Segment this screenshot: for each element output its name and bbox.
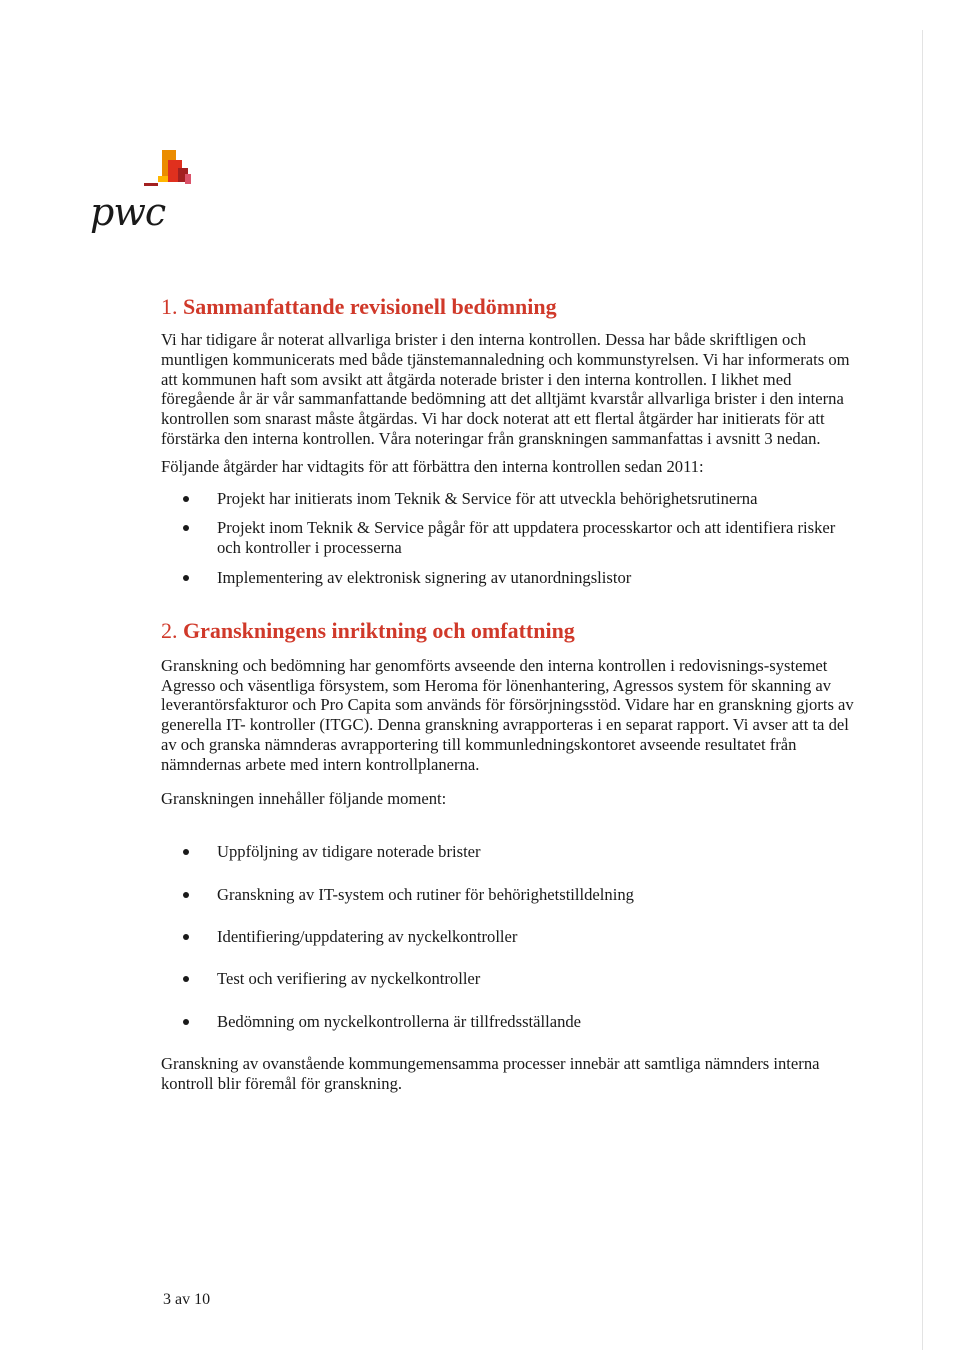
list-item: Projekt har initierats inom Teknik & Service för att utveckla behörighetsrutinerna — [161, 489, 861, 509]
scan-edge-line — [922, 30, 923, 1350]
pwc-logo-text: pwc — [90, 190, 166, 234]
list-item: Projekt inom Teknik & Service pågår för att uppdatera processkartor och att identifiera risker och kontroller i processerna — [161, 518, 861, 558]
list-item: Identifiering/uppdatering av nyckelkontroller — [161, 927, 861, 947]
section2-number: 2. — [161, 617, 178, 643]
list-item: Uppföljning av tidigare noterade brister — [161, 842, 861, 862]
section1-lead: Följande åtgärder har vidtagits för att förbättra den interna kontrollen sedan 2011: — [161, 456, 704, 476]
section2-bullet-list — [161, 842, 861, 1031]
section1-intro: Vi har tidigare år noterat allvarliga brister i den interna kontrollen. Dessa har både skriftligen och muntligen kommunicerats med både tjänstemannaledning och kommunstyrelsen. Vi har informerats om att kommunen haft som avsikt att åtgärda noterade brister i den interna kontrollen. I likhet med föregående år är vår sammanfattande bedömning att det alltjämt kvarstår allvarliga brister i den interna kontrollen som snarast måste åtgärdas. Vi har dock noterat att ett flertal åtgärder har initierats för att förstärka den interna kontrollen. Våra noteringar från granskningen sammanfattas i avsnitt 3 nedan. — [161, 330, 850, 448]
section1-number: 1. — [161, 294, 178, 319]
section1-bullet-list — [161, 489, 861, 588]
section2-title: Granskningens inriktning och omfattning — [183, 617, 575, 643]
section2-intro: Granskning och bedömning har genomförts avseende den interna kontrollen i redovisnings-systemet Agresso och väsentliga försystem, som Heroma för lönenhantering, Agressos system för skanning av leverantörsfakturor och Pro Capita som används för försörjningsstöd. Vidare har en granskning gjorts av generella IT- kontroller (ITGC). Denna granskning avrapporteras i en separat rapport. Vi avser att ta del av och granska nämnderas avrapportering till kommunledningskontoret avseende resultatet från nämndernas arbete med intern kontrollplanerna. — [161, 655, 854, 774]
section2-closing: Granskning av ovanstående kommungemensamma processer innebär att samtliga nämnders interna kontroll blir föremål för granskning. — [161, 1053, 820, 1093]
section2-lead: Granskningen innehåller följande moment: — [161, 788, 447, 808]
pwc-logo-mark — [138, 148, 198, 194]
section1-title: Sammanfattande revisionell bedömning — [183, 294, 557, 319]
section2-heading — [161, 616, 861, 646]
section1-heading — [161, 292, 861, 322]
list-item: Implementering av elektronisk signering av utanordningslistor — [161, 568, 861, 588]
page-number: 3 av 10 — [163, 1291, 211, 1308]
pwc-logo — [90, 148, 210, 238]
list-item: Test och verifiering av nyckelkontroller — [161, 969, 861, 989]
main-content — [161, 292, 861, 1093]
list-item: Granskning av IT-system och rutiner för behörighetstilldelning — [161, 885, 861, 905]
list-item: Bedömning om nyckelkontrollerna är tillfredsställande — [161, 1012, 861, 1032]
